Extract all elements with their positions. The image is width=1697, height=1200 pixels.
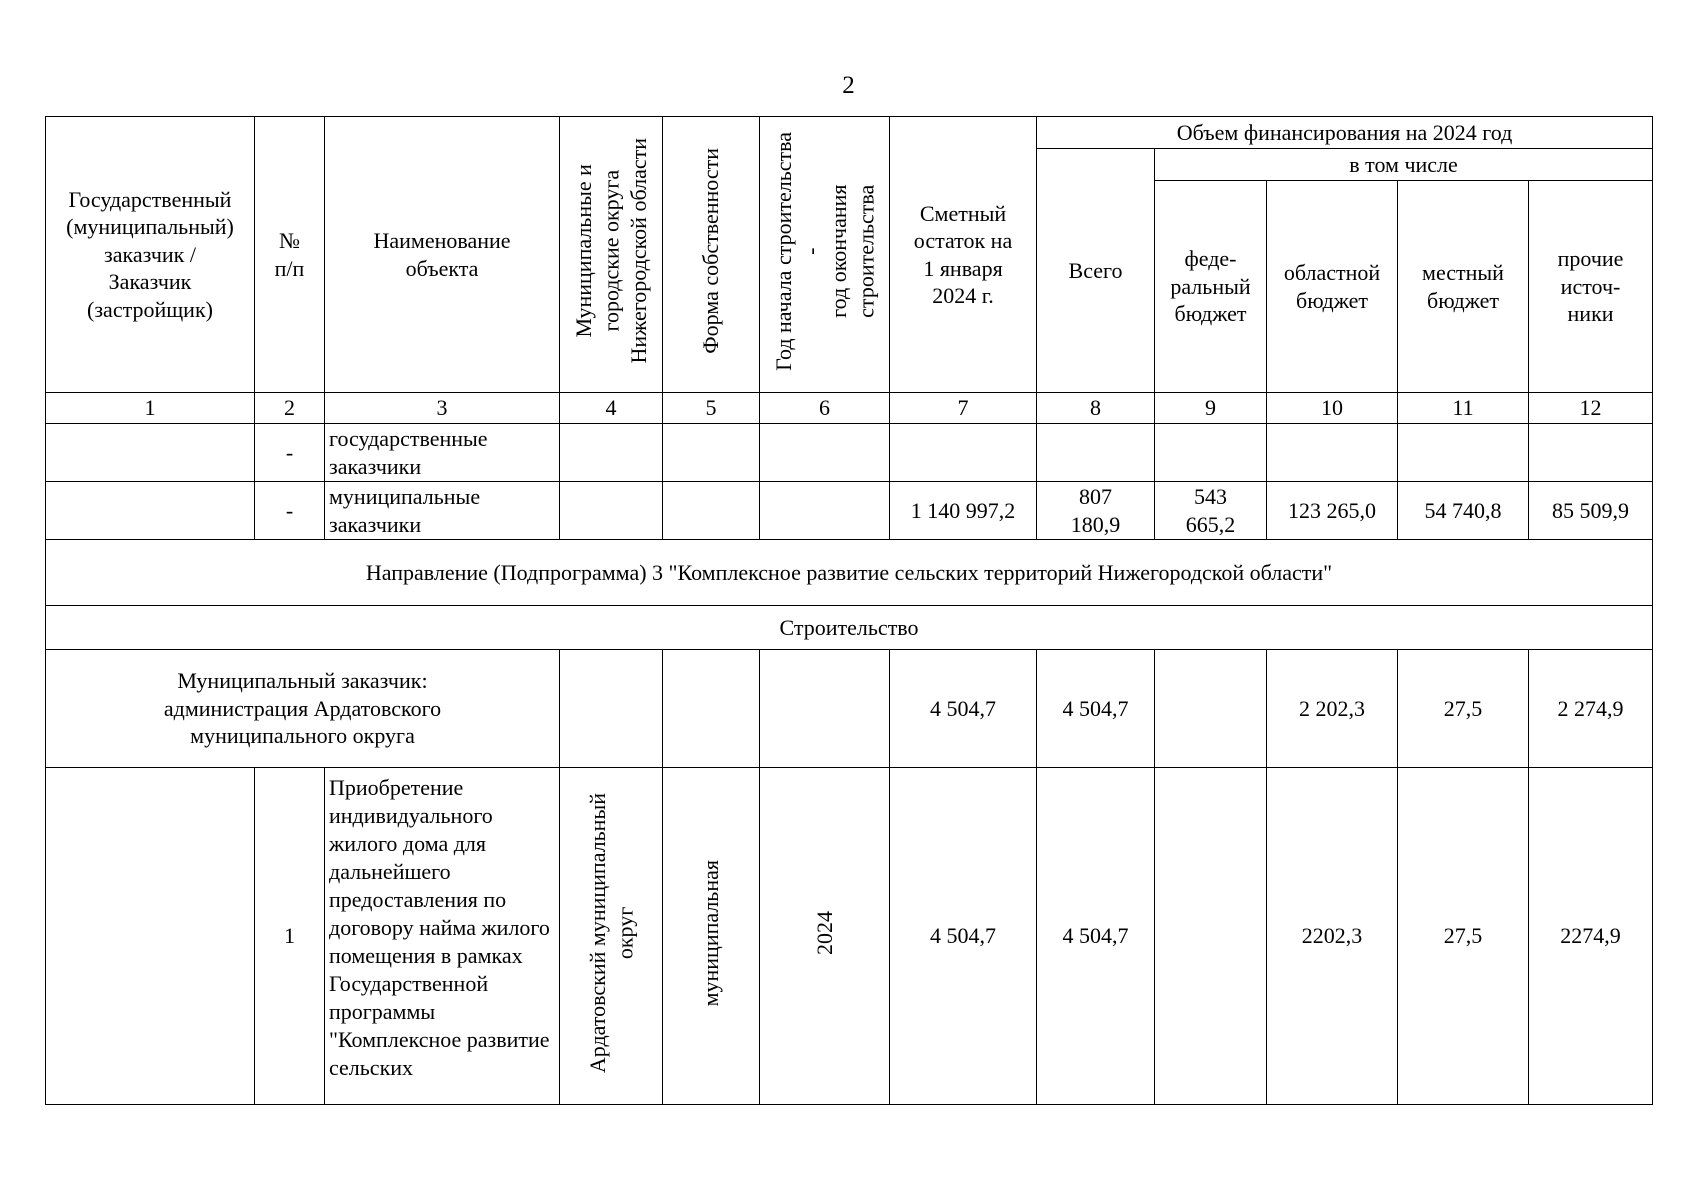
row-name: муниципальные заказчики [325,482,560,540]
header-federal: феде- ральный бюджет [1155,181,1267,393]
empty-cell [46,424,255,482]
empty-cell [760,650,890,768]
empty-cell [560,650,663,768]
header-local: местный бюджет [1398,181,1529,393]
local-value: 27,5 [1398,650,1529,768]
header-financing: Объем финансирования на 2024 год [1037,117,1653,149]
other-value: 85 509,9 [1529,482,1653,540]
section-construction: Строительство [46,606,1653,650]
empty-cell [663,482,760,540]
column-number: 2 [255,393,325,424]
table-row-ardatov-customer [46,650,1653,768]
column-number: 4 [560,393,663,424]
header-regional: областной бюджет [1267,181,1398,393]
regional-value: 2 202,3 [1267,650,1398,768]
header-including: в том числе [1155,149,1653,181]
total-value: 4 504,7 [1037,650,1155,768]
estimated-balance-value: 4 504,7 [890,650,1037,768]
empty-cell [1155,424,1267,482]
total-value: 807 180,9 [1037,482,1155,540]
item-district: Ардатовский муниципальный округ [584,792,637,1073]
empty-cell [46,482,255,540]
table-row-municipal-customers [46,482,1653,540]
header-number: № п/п [255,117,325,393]
header-years-cell [760,117,890,393]
total-value: 4 504,7 [1037,768,1155,1105]
federal-value [1155,768,1267,1105]
column-number: 5 [663,393,760,424]
regional-value: 2202,3 [1267,768,1398,1105]
estimated-balance-value: 4 504,7 [890,768,1037,1105]
empty-cell [760,424,890,482]
page-number: 2 [842,72,855,99]
item-years: 2024 [811,910,837,955]
empty-cell [663,424,760,482]
other-value: 2 274,9 [1529,650,1653,768]
column-number: 10 [1267,393,1398,424]
header-total: Всего [1037,149,1155,393]
regional-value: 123 265,0 [1267,482,1398,540]
header-years: Год начала строительства - год окончания строительства [770,131,878,371]
customer-name: Муниципальный заказчик: администрация Ардатовского муниципального округа [46,650,560,768]
header-other: прочие источ- ники [1529,181,1653,393]
empty-cell [46,768,255,1105]
empty-cell [560,424,663,482]
empty-cell [560,482,663,540]
column-numbers-row [46,393,1653,424]
column-number: 8 [1037,393,1155,424]
column-number: 6 [760,393,890,424]
column-number: 1 [46,393,255,424]
row-dash: - [255,482,325,540]
item-number: 1 [255,768,325,1105]
column-number: 12 [1529,393,1653,424]
financing-table [45,116,1653,1105]
federal-value [1155,650,1267,768]
table-row-state-customers [46,424,1653,482]
empty-cell [1529,424,1653,482]
column-number: 11 [1398,393,1529,424]
federal-value: 543 665,2 [1155,482,1267,540]
local-value: 27,5 [1398,768,1529,1105]
column-number: 3 [325,393,560,424]
item-district-cell [560,768,663,1105]
header-object-name: Наименование объекта [325,117,560,393]
header-districts: Муниципальные и городские округа Нижегородской области [570,138,651,365]
header-districts-cell [560,117,663,393]
empty-cell [890,424,1037,482]
header-row-1 [46,117,1653,149]
row-dash: - [255,424,325,482]
item-name: Приобретение индивидуального жилого дома для дальнейшего предоставления по договору найма жилого помещения в рамках Государственной программы "Комплексное развитие сельских [325,768,560,1105]
table-row-item-1 [46,768,1653,1105]
header-estimated-balance: Сметный остаток на 1 января 2024 г. [890,117,1037,393]
subprogram-title: Направление (Подпрограмма) 3 "Комплексное развитие сельских территорий Нижегородской области" [46,540,1653,606]
table-row-construction [46,606,1653,650]
local-value: 54 740,8 [1398,482,1529,540]
estimated-balance-value: 1 140 997,2 [890,482,1037,540]
item-ownership: муниципальная [698,859,724,1006]
other-value: 2274,9 [1529,768,1653,1105]
item-ownership-cell [663,768,760,1105]
header-customer: Государственный (муниципальный) заказчик / Заказчик (застройщик) [46,117,255,393]
column-number: 7 [890,393,1037,424]
row-name: государственные заказчики [325,424,560,482]
empty-cell [1037,424,1155,482]
item-years-cell [760,768,890,1105]
empty-cell [1398,424,1529,482]
empty-cell [1267,424,1398,482]
header-ownership: Форма собственности [698,148,724,355]
table-row-subprogram [46,540,1653,606]
column-number: 9 [1155,393,1267,424]
empty-cell [663,650,760,768]
empty-cell [760,482,890,540]
header-ownership-cell [663,117,760,393]
